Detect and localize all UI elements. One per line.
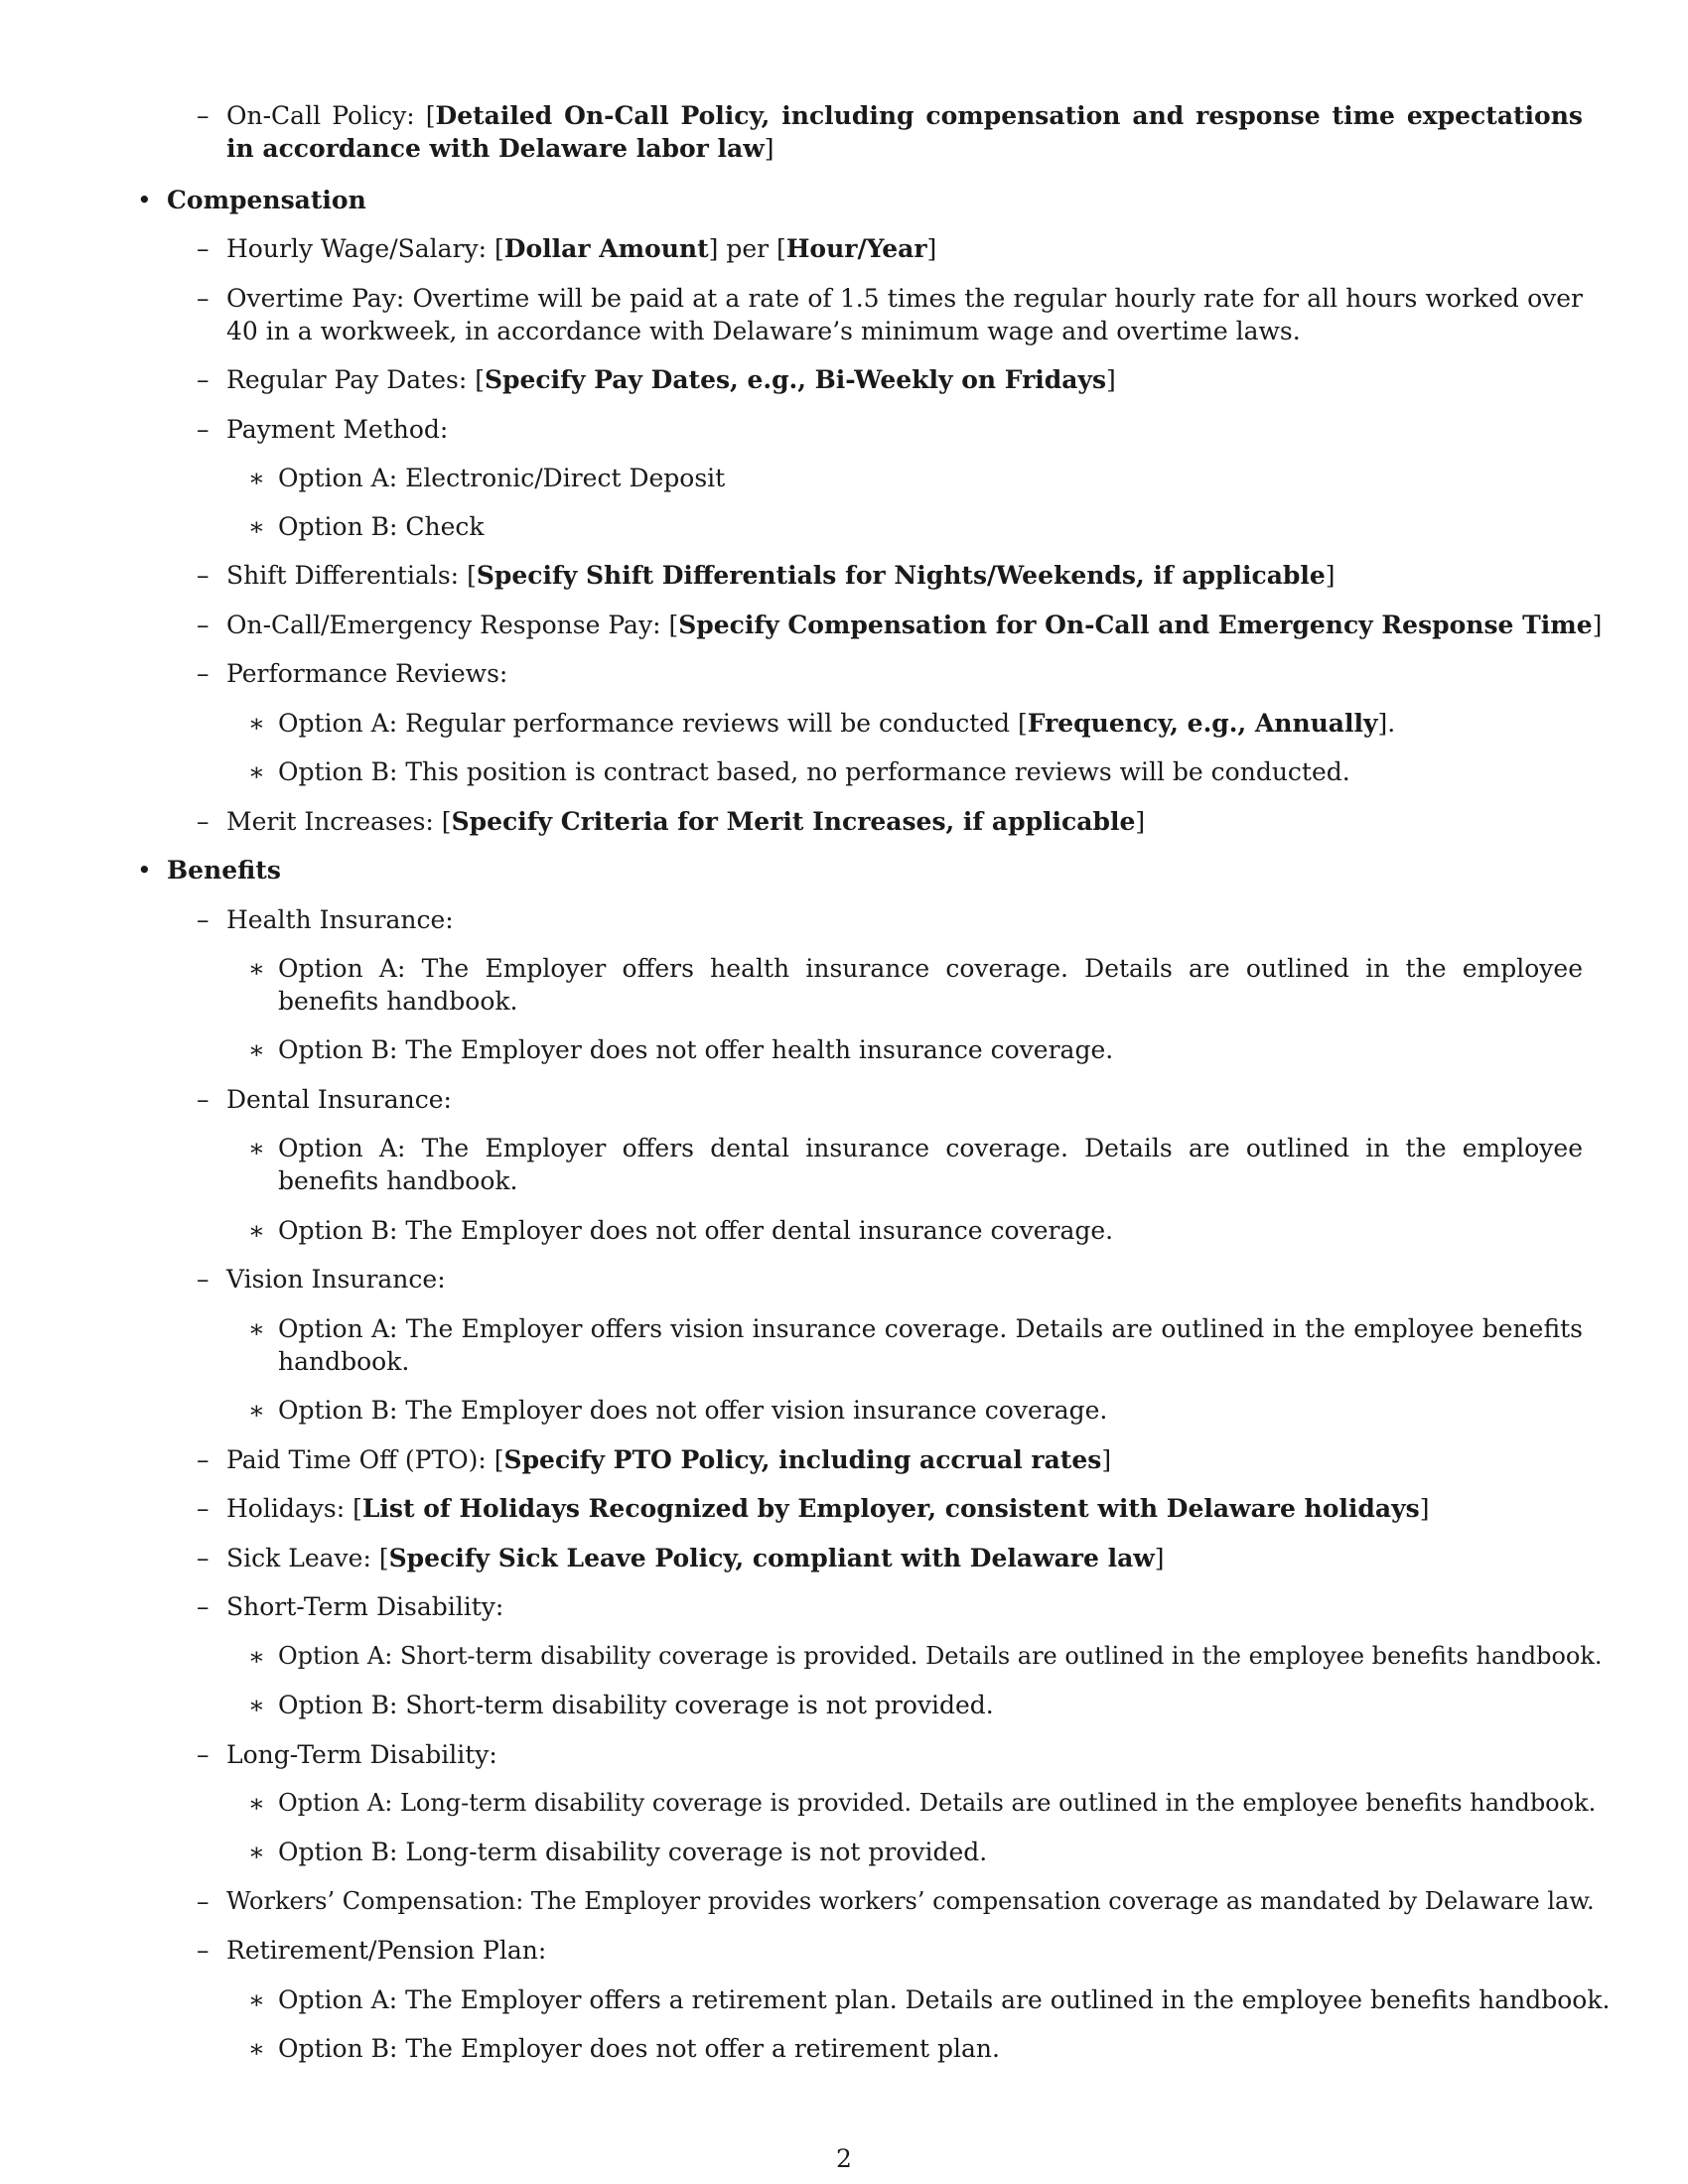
- dash-marker: –: [197, 1936, 210, 1965]
- dash-marker: –: [197, 1265, 210, 1294]
- item-text: Option A: The Employer offers vision insurance coverage. Details are outlined in the employee benefits handbook.: [278, 1314, 1583, 1376]
- placeholder-text: Detailed On-Call Policy, including compensation and response time expectations in accordance with Delaware labor law: [226, 101, 1583, 163]
- item-label: On-Call Policy:: [226, 101, 426, 130]
- placeholder-text: Specify PTO Policy, including accrual rates: [503, 1445, 1102, 1474]
- item-text: Short-Term Disability:: [226, 1592, 504, 1621]
- item-text: Option B: The Employer does not offer dental insurance coverage.: [278, 1216, 1114, 1245]
- item-label: Option A: Regular performance reviews will be conducted: [278, 709, 1019, 738]
- item-text: Option B: Short-term disability coverage is not provided.: [278, 1691, 994, 1719]
- star-marker: ∗: [248, 1314, 265, 1343]
- star-marker: ∗: [248, 1216, 265, 1245]
- item-text: Option B: Long-term disability coverage is not provided.: [278, 1838, 988, 1866]
- placeholder-text: Specify Compensation for On-Call and Emergency Response Time: [678, 611, 1593, 639]
- dash-marker: –: [197, 234, 210, 263]
- placeholder-text: Specify Criteria for Merit Increases, if applicable: [451, 807, 1136, 836]
- dash-marker: –: [197, 101, 210, 130]
- item-label: Hourly Wage/Salary:: [226, 234, 494, 263]
- item-connector: per: [718, 234, 777, 263]
- dash-marker: –: [197, 561, 210, 590]
- placeholder-text: Specify Sick Leave Policy, compliant with Delaware law: [388, 1544, 1155, 1572]
- star-marker: ∗: [248, 1642, 265, 1671]
- placeholder-text: Frequency, e.g., Annually: [1027, 709, 1378, 738]
- item-tail: .: [1387, 709, 1396, 738]
- dash-marker: –: [197, 284, 210, 313]
- star-marker: ∗: [248, 1691, 265, 1719]
- item-text: Health Insurance:: [226, 905, 454, 934]
- item-label: Paid Time Off (PTO):: [226, 1445, 494, 1474]
- placeholder-text: List of Holidays Recognized by Employer, consistent with Delaware holidays: [361, 1494, 1420, 1523]
- placeholder-text: Dollar Amount: [503, 234, 709, 263]
- dash-marker: –: [197, 905, 210, 934]
- item-text: Option B: This position is contract based, no performance reviews will be conducted.: [278, 757, 1350, 786]
- item-text: Overtime Pay: Overtime will be paid at a rate of 1.5 times the regular hourly rate for all hours worked over 40 in a workweek, in accordance with Delaware’s minimum wage and overtime laws.: [226, 284, 1583, 345]
- item-text: Option A: Electronic/Direct Deposit: [278, 464, 726, 492]
- item-text: Workers’ Compensation: The Employer provides workers’ compensation coverage as mandated by Delaware law.: [226, 1887, 1595, 1915]
- item-text: Retirement/Pension Plan:: [226, 1936, 547, 1965]
- section-heading: Compensation: [167, 186, 366, 214]
- dash-marker: –: [197, 659, 210, 688]
- bullet-marker: •: [137, 856, 152, 885]
- star-marker: ∗: [248, 1985, 265, 2014]
- dash-marker: –: [197, 1085, 210, 1114]
- item-text: Option A: The Employer offers a retirement plan. Details are outlined in the employee benefits handbook.: [278, 1985, 1611, 2014]
- dash-marker: –: [197, 1887, 210, 1916]
- item-label: Shift Differentials:: [226, 561, 468, 590]
- item-text: Option B: Check: [278, 512, 485, 541]
- item-text: Option A: Long-term disability coverage is provided. Details are outlined in the employee benefits handbook.: [278, 1789, 1597, 1817]
- star-marker: ∗: [248, 709, 265, 738]
- dash-marker: –: [197, 1494, 210, 1523]
- item-text: Option A: Short-term disability coverage is provided. Details are outlined in the employee benefits handbook.: [278, 1642, 1603, 1670]
- item-text: Long-Term Disability:: [226, 1740, 497, 1769]
- star-marker: ∗: [248, 1396, 265, 1425]
- item-label: Sick Leave:: [226, 1544, 379, 1572]
- item-text: Performance Reviews:: [226, 659, 508, 688]
- placeholder-text: Specify Pay Dates, e.g., Bi-Weekly on Fridays: [484, 365, 1107, 394]
- star-marker: ∗: [248, 954, 265, 983]
- dash-marker: –: [197, 611, 210, 639]
- star-marker: ∗: [248, 512, 265, 541]
- star-marker: ∗: [248, 1838, 265, 1866]
- item-text: Option A: The Employer offers dental insurance coverage. Details are outlined in the employee benefits handbook.: [278, 1134, 1583, 1195]
- section-heading: Benefits: [167, 856, 281, 885]
- item-label: On-Call/Emergency Response Pay:: [226, 611, 669, 639]
- star-marker: ∗: [248, 1035, 265, 1064]
- star-marker: ∗: [248, 1789, 265, 1818]
- page-number: 2: [836, 2144, 852, 2173]
- dash-marker: –: [197, 1740, 210, 1769]
- dash-marker: –: [197, 807, 210, 836]
- star-marker: ∗: [248, 1134, 265, 1162]
- placeholder-text: Specify Shift Differentials for Nights/Weekends, if applicable: [476, 561, 1326, 590]
- star-marker: ∗: [248, 757, 265, 786]
- item-label: Holidays:: [226, 1494, 353, 1523]
- placeholder-text: Hour/Year: [785, 234, 927, 263]
- item-label: Merit Increases:: [226, 807, 442, 836]
- bullet-marker: •: [137, 186, 152, 214]
- item-text: Option A: The Employer offers health insurance coverage. Details are outlined in the employee benefits handbook.: [278, 954, 1583, 1016]
- item-text: Vision Insurance:: [226, 1265, 446, 1294]
- dash-marker: –: [197, 1544, 210, 1572]
- item-text: Option B: The Employer does not offer health insurance coverage.: [278, 1035, 1114, 1064]
- dash-marker: –: [197, 415, 210, 444]
- item-text: Option B: The Employer does not offer vision insurance coverage.: [278, 1396, 1108, 1425]
- item-label: Regular Pay Dates:: [226, 365, 476, 394]
- dash-marker: –: [197, 365, 210, 394]
- dash-marker: –: [197, 1445, 210, 1474]
- item-text: Option B: The Employer does not offer a retirement plan.: [278, 2034, 1000, 2063]
- star-marker: ∗: [248, 464, 265, 492]
- dash-marker: –: [197, 1592, 210, 1621]
- item-text: Dental Insurance:: [226, 1085, 452, 1114]
- star-marker: ∗: [248, 2034, 265, 2063]
- item-text: Payment Method:: [226, 415, 449, 444]
